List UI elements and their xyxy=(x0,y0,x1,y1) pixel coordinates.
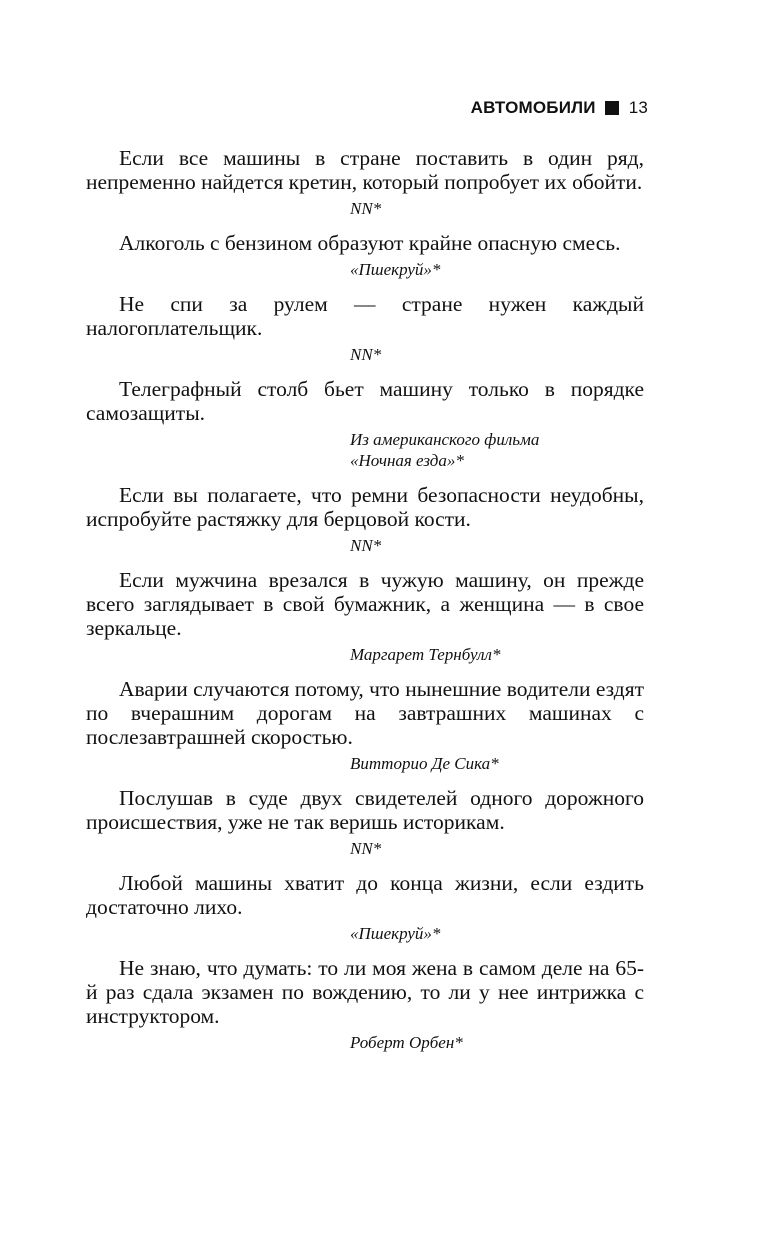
quote-text: Не знаю, что думать: то ли моя жена в самом деле на 65-й раз сдала экзамен по вождению, то ли у нее интрижка с инструктором. xyxy=(86,956,644,1028)
attribution-line: NN* xyxy=(350,199,382,218)
attribution-line: Роберт Орбен* xyxy=(350,1033,463,1052)
quote-text: Послушав в суде двух свидетелей одного дорожного происшествия, уже не так веришь историкам. xyxy=(86,786,644,834)
attribution-line: «Пшекруй»* xyxy=(350,260,441,279)
quote-attribution xyxy=(350,344,644,365)
quote-text: Алкоголь с бензином образуют крайне опасную смесь. xyxy=(119,231,621,255)
quote-item xyxy=(86,146,644,219)
attribution-line: «Пшекруй»* xyxy=(350,924,441,943)
quote-item xyxy=(86,483,644,556)
quote-item xyxy=(86,377,644,471)
quote-attribution xyxy=(350,1032,644,1053)
quote-text: Не спи за рулем — стране нужен каждый налогоплательщик. xyxy=(86,292,644,340)
attribution-line: NN* xyxy=(350,536,382,555)
quote-attribution xyxy=(350,429,644,471)
quote-attribution xyxy=(350,259,644,280)
quote-text: Телеграфный столб бьет машину только в порядке самозащиты. xyxy=(86,377,644,425)
quote-attribution xyxy=(350,753,644,774)
quote-attribution xyxy=(350,198,644,219)
quote-text: Любой машины хватит до конца жизни, если ездить достаточно лихо. xyxy=(86,871,644,919)
quote-item xyxy=(86,786,644,859)
quote-attribution xyxy=(350,923,644,944)
attribution-line: Витторио Де Сика* xyxy=(350,754,499,773)
square-bullet-icon xyxy=(605,101,619,115)
attribution-line: Из американского фильма xyxy=(350,430,540,449)
running-head xyxy=(471,96,648,120)
quote-item xyxy=(86,677,644,774)
quote-text: Аварии случаются потому, что нынешние водители ездят по вчерашним дорогам на завтрашних машинах с послезавтрашней скоростью. xyxy=(86,677,644,749)
quote-text: Если вы полагаете, что ремни безопасности неудобны, испробуйте растяжку для берцовой кости. xyxy=(86,483,644,531)
quote-attribution xyxy=(350,535,644,556)
quote-text: Если все машины в стране поставить в один ряд, непременно найдется кретин, который попробует их обойти. xyxy=(86,146,644,194)
quote-item xyxy=(86,871,644,944)
quote-text: Если мужчина врезался в чужую машину, он прежде всего заглядывает в свой бумажник, а женщина — в свое зеркальце. xyxy=(86,568,644,640)
section-title: АВТОМОБИЛИ xyxy=(470,98,596,117)
attribution-line: Маргарет Тернбулл* xyxy=(350,645,501,664)
quote-list xyxy=(86,146,644,1065)
page-number: 13 xyxy=(628,98,648,117)
attribution-line: «Ночная езда»* xyxy=(350,451,464,470)
quote-item xyxy=(86,231,644,280)
quote-item xyxy=(86,568,644,665)
attribution-line: NN* xyxy=(350,839,382,858)
quote-attribution xyxy=(350,644,644,665)
quote-item xyxy=(86,956,644,1053)
quote-attribution xyxy=(350,838,644,859)
attribution-line: NN* xyxy=(350,345,382,364)
quote-item xyxy=(86,292,644,365)
